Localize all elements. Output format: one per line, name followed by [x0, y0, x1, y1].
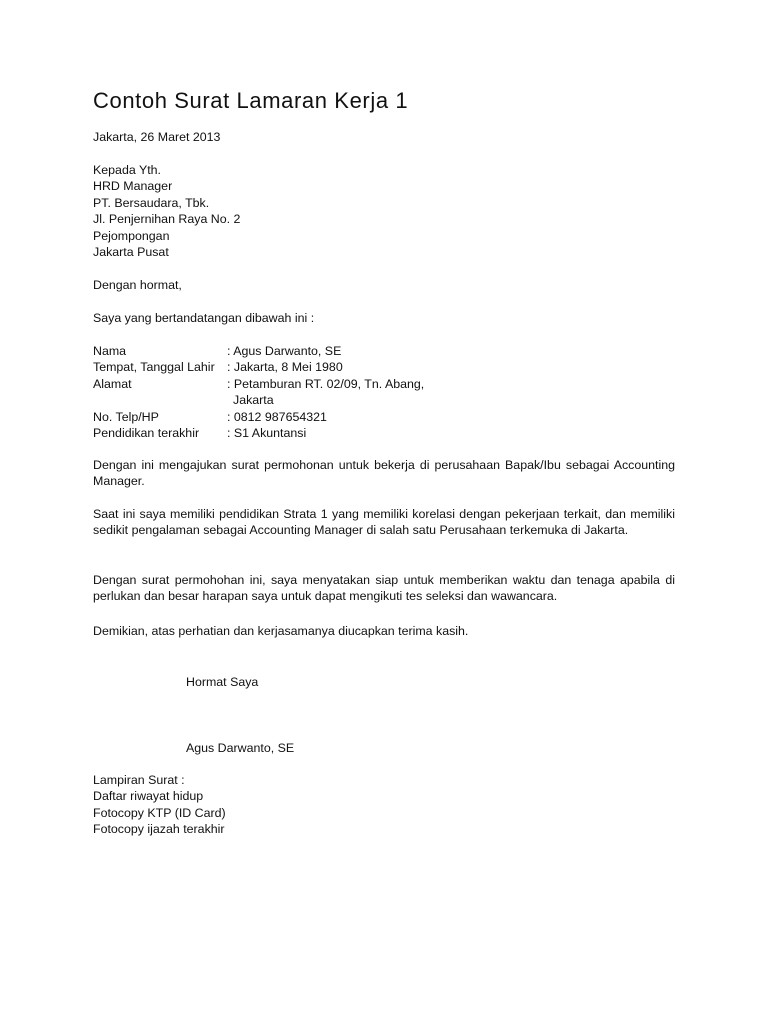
- field-row-nama: [93, 343, 675, 359]
- attachment-item: Fotocopy ijazah terakhir: [93, 822, 225, 837]
- field-row-telp: [93, 409, 675, 425]
- field-value: [227, 376, 675, 409]
- field-value-line: Jakarta: [233, 393, 274, 408]
- field-label: Nama: [93, 344, 127, 358]
- recipient-line: Jakarta Pusat: [93, 245, 169, 260]
- intro: [93, 310, 675, 326]
- applicant-details: [93, 343, 675, 441]
- field-row-pendidikan: [93, 425, 675, 441]
- recipient-line: Kepada Yth.: [93, 163, 161, 177]
- attachments-heading: Lampiran Surat :: [93, 773, 185, 787]
- paragraph-readiness: Dengan surat permohohan ini, saya menyatakan siap untuk memberikan waktu dan tenaga apabila di perlukan dan besar harapan saya untuk dapat mengikuti tes seleksi dan wawancara.: [93, 573, 675, 604]
- greeting: [93, 277, 675, 293]
- field-value-line: : Petamburan RT. 02/09, Tn. Abang,: [227, 376, 425, 391]
- greeting-text: Dengan hormat,: [93, 278, 182, 292]
- letter-title: Contoh Surat Lamaran Kerja 1: [93, 88, 409, 113]
- signature-name: Agus Darwanto, SE: [186, 741, 295, 755]
- recipient-line: HRD Manager: [93, 179, 173, 194]
- field-value: : S1 Akuntansi: [227, 426, 307, 441]
- closing-salutation: Hormat Saya: [186, 675, 259, 689]
- field-row-ttl: [93, 359, 675, 375]
- recipient-line: Jl. Penjernihan Raya No. 2: [93, 212, 241, 227]
- field-value: : Jakarta, 8 Mei 1980: [227, 360, 343, 375]
- field-row-alamat: [93, 376, 675, 409]
- intro-text: Saya yang bertandatangan dibawah ini :: [93, 311, 315, 325]
- paragraph-application: Dengan ini mengajukan surat permohonan untuk bekerja di perusahaan Bapak/Ibu sebagai Accounting Manager.: [93, 458, 675, 489]
- recipient-address: [93, 162, 675, 260]
- field-value: : Agus Darwanto, SE: [227, 344, 342, 358]
- field-label: No. Telp/HP: [93, 409, 159, 424]
- date-text: Jakarta, 26 Maret 2013: [93, 130, 221, 144]
- paragraph-background: Saat ini saya memiliki pendidikan Strata 1 yang memiliki korelasi dengan pekerjaan terkait, dan memiliki sedikit pengalaman sebagai Accounting Manager di salah satu Perusahaan terkemuka di Jakarta.: [93, 507, 675, 538]
- recipient-line: Pejompongan: [93, 228, 170, 243]
- field-label: Tempat, Tanggal Lahir: [93, 360, 215, 375]
- date-line: [93, 129, 675, 145]
- field-label: Alamat: [93, 376, 132, 391]
- attachments: [93, 772, 675, 838]
- paragraph-closing: Demikian, atas perhatian dan kerjasamanya diucapkan terima kasih.: [93, 624, 469, 638]
- attachment-item: Fotocopy KTP (ID Card): [93, 805, 226, 820]
- field-label: Pendidikan terakhir: [93, 426, 200, 441]
- recipient-line: PT. Bersaudara, Tbk.: [93, 195, 210, 210]
- attachment-item: Daftar riwayat hidup: [93, 789, 204, 804]
- field-value: : 0812 987654321: [227, 409, 327, 424]
